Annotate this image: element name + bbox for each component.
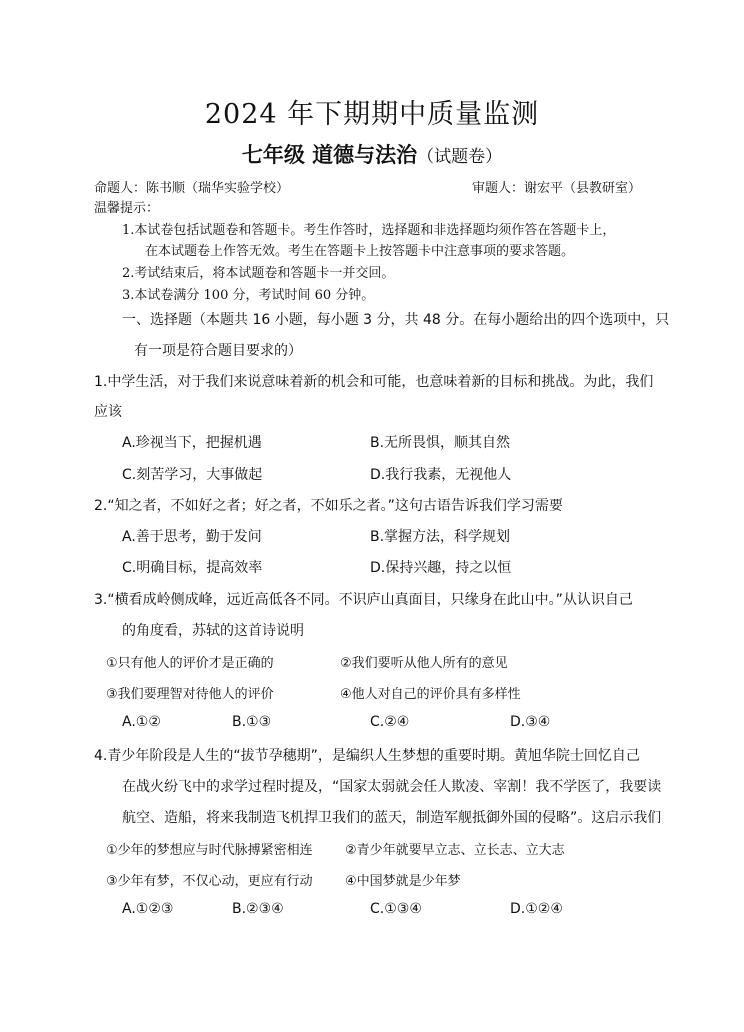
statement: ②青少年就要早立志、立长志、立大志 xyxy=(345,843,565,858)
tip-item: 1.本试卷包括试题卷和答题卡。考生作答时，选择题和非选择题均须作答在答题卡上， xyxy=(122,223,616,238)
tips-heading: 温馨提示： xyxy=(94,201,160,216)
question-stem: 应该 xyxy=(94,404,122,420)
setter-line: 命题人：陈书顺（瑞华实验学校） xyxy=(94,181,290,196)
question-stem: 航空、造船，将来我制造飞机捍卫我们的蓝天，制造军舰抵御外国的侵略”。这启示我们 xyxy=(122,810,662,826)
reviewer-line: 审题人：谢宏平（县教研室） xyxy=(472,181,642,196)
option-c: C.②④ xyxy=(370,714,410,730)
section-heading: 一、选择题（本题共 16 小题，每小题 3 分，共 48 分。在每小题给出的四个选项中，只 xyxy=(122,312,670,328)
tip-item: 2.考试结束后，将本试题卷和答题卡一并交回。 xyxy=(122,266,395,281)
tip-item: 3.本试卷满分 100 分，考试时间 60 分钟。 xyxy=(122,288,375,303)
statement: ②我们要听从他人所有的意见 xyxy=(340,656,508,671)
option-c: C.刻苦学习，大事做起 xyxy=(122,467,263,483)
question-stem: 1.中学生活，对于我们来说意味着新的机会和可能，也意味着新的目标和挑战。为此，我们 xyxy=(94,374,654,390)
statement: ④他人对自己的评价具有多样性 xyxy=(340,687,521,702)
question-stem: 3.“横看成岭侧成峰，远近高低各不同。不识庐山真面目，只缘身在此山中。”从认识自己 xyxy=(94,592,633,608)
option-d: D.保持兴趣，持之以恒 xyxy=(370,560,512,576)
tip-item: 在本试题卷上作答无效。考生在答题卡上按答题卡中注意事项的要求答题。 xyxy=(145,244,575,259)
option-d: D.③④ xyxy=(510,714,551,730)
exam-subtitle xyxy=(0,139,744,169)
option-a: A.①② xyxy=(122,714,161,730)
exam-title: 2024 年下期期中质量监测 xyxy=(204,99,540,130)
option-a: A.①②③ xyxy=(122,901,174,917)
option-d: D.我行我素，无视他人 xyxy=(370,467,512,483)
question-stem: 2.“知之者，不如好之者；好之者，不如乐之者。”这句古语告诉我们学习需要 xyxy=(94,498,563,514)
option-b: B.无所畏惧，顺其自然 xyxy=(370,435,511,451)
option-d: D.①②④ xyxy=(510,901,563,917)
statement: ③我们要理智对待他人的评价 xyxy=(106,687,274,702)
section-heading-cont: 有一项是符合题目要求的） xyxy=(134,343,302,359)
option-a: A.珍视当下，把握机遇 xyxy=(122,435,262,451)
paper-type: （试题卷） xyxy=(417,147,503,167)
statement: ③少年有梦，不仅心动，更应有行动 xyxy=(106,874,313,889)
question-stem: 在战火纷飞中的求学过程时提及，“国家太弱就会任人欺凌、宰割！我不学医了，我要读 xyxy=(122,779,662,795)
question-stem: 4.青少年阶段是人生的“拔节孕穗期”，是编织人生梦想的重要时期。黄旭华院士回忆自己 xyxy=(94,748,640,764)
option-b: B.①③ xyxy=(232,714,272,730)
option-b: B.②③④ xyxy=(232,901,284,917)
option-c: C.①③④ xyxy=(370,901,422,917)
statement: ①只有他人的评价才是正确的 xyxy=(106,656,274,671)
option-c: C.明确目标，提高效率 xyxy=(122,560,263,576)
statement: ①少年的梦想应与时代脉搏紧密相连 xyxy=(106,843,313,858)
option-a: A.善于思考，勤于发问 xyxy=(122,529,262,545)
question-stem: 的角度看，苏轼的这首诗说明 xyxy=(122,623,304,639)
grade-subject: 七年级 道德与法治 xyxy=(241,142,418,167)
option-b: B.掌握方法，科学规划 xyxy=(370,529,511,545)
statement: ④中国梦就是少年梦 xyxy=(345,874,461,889)
